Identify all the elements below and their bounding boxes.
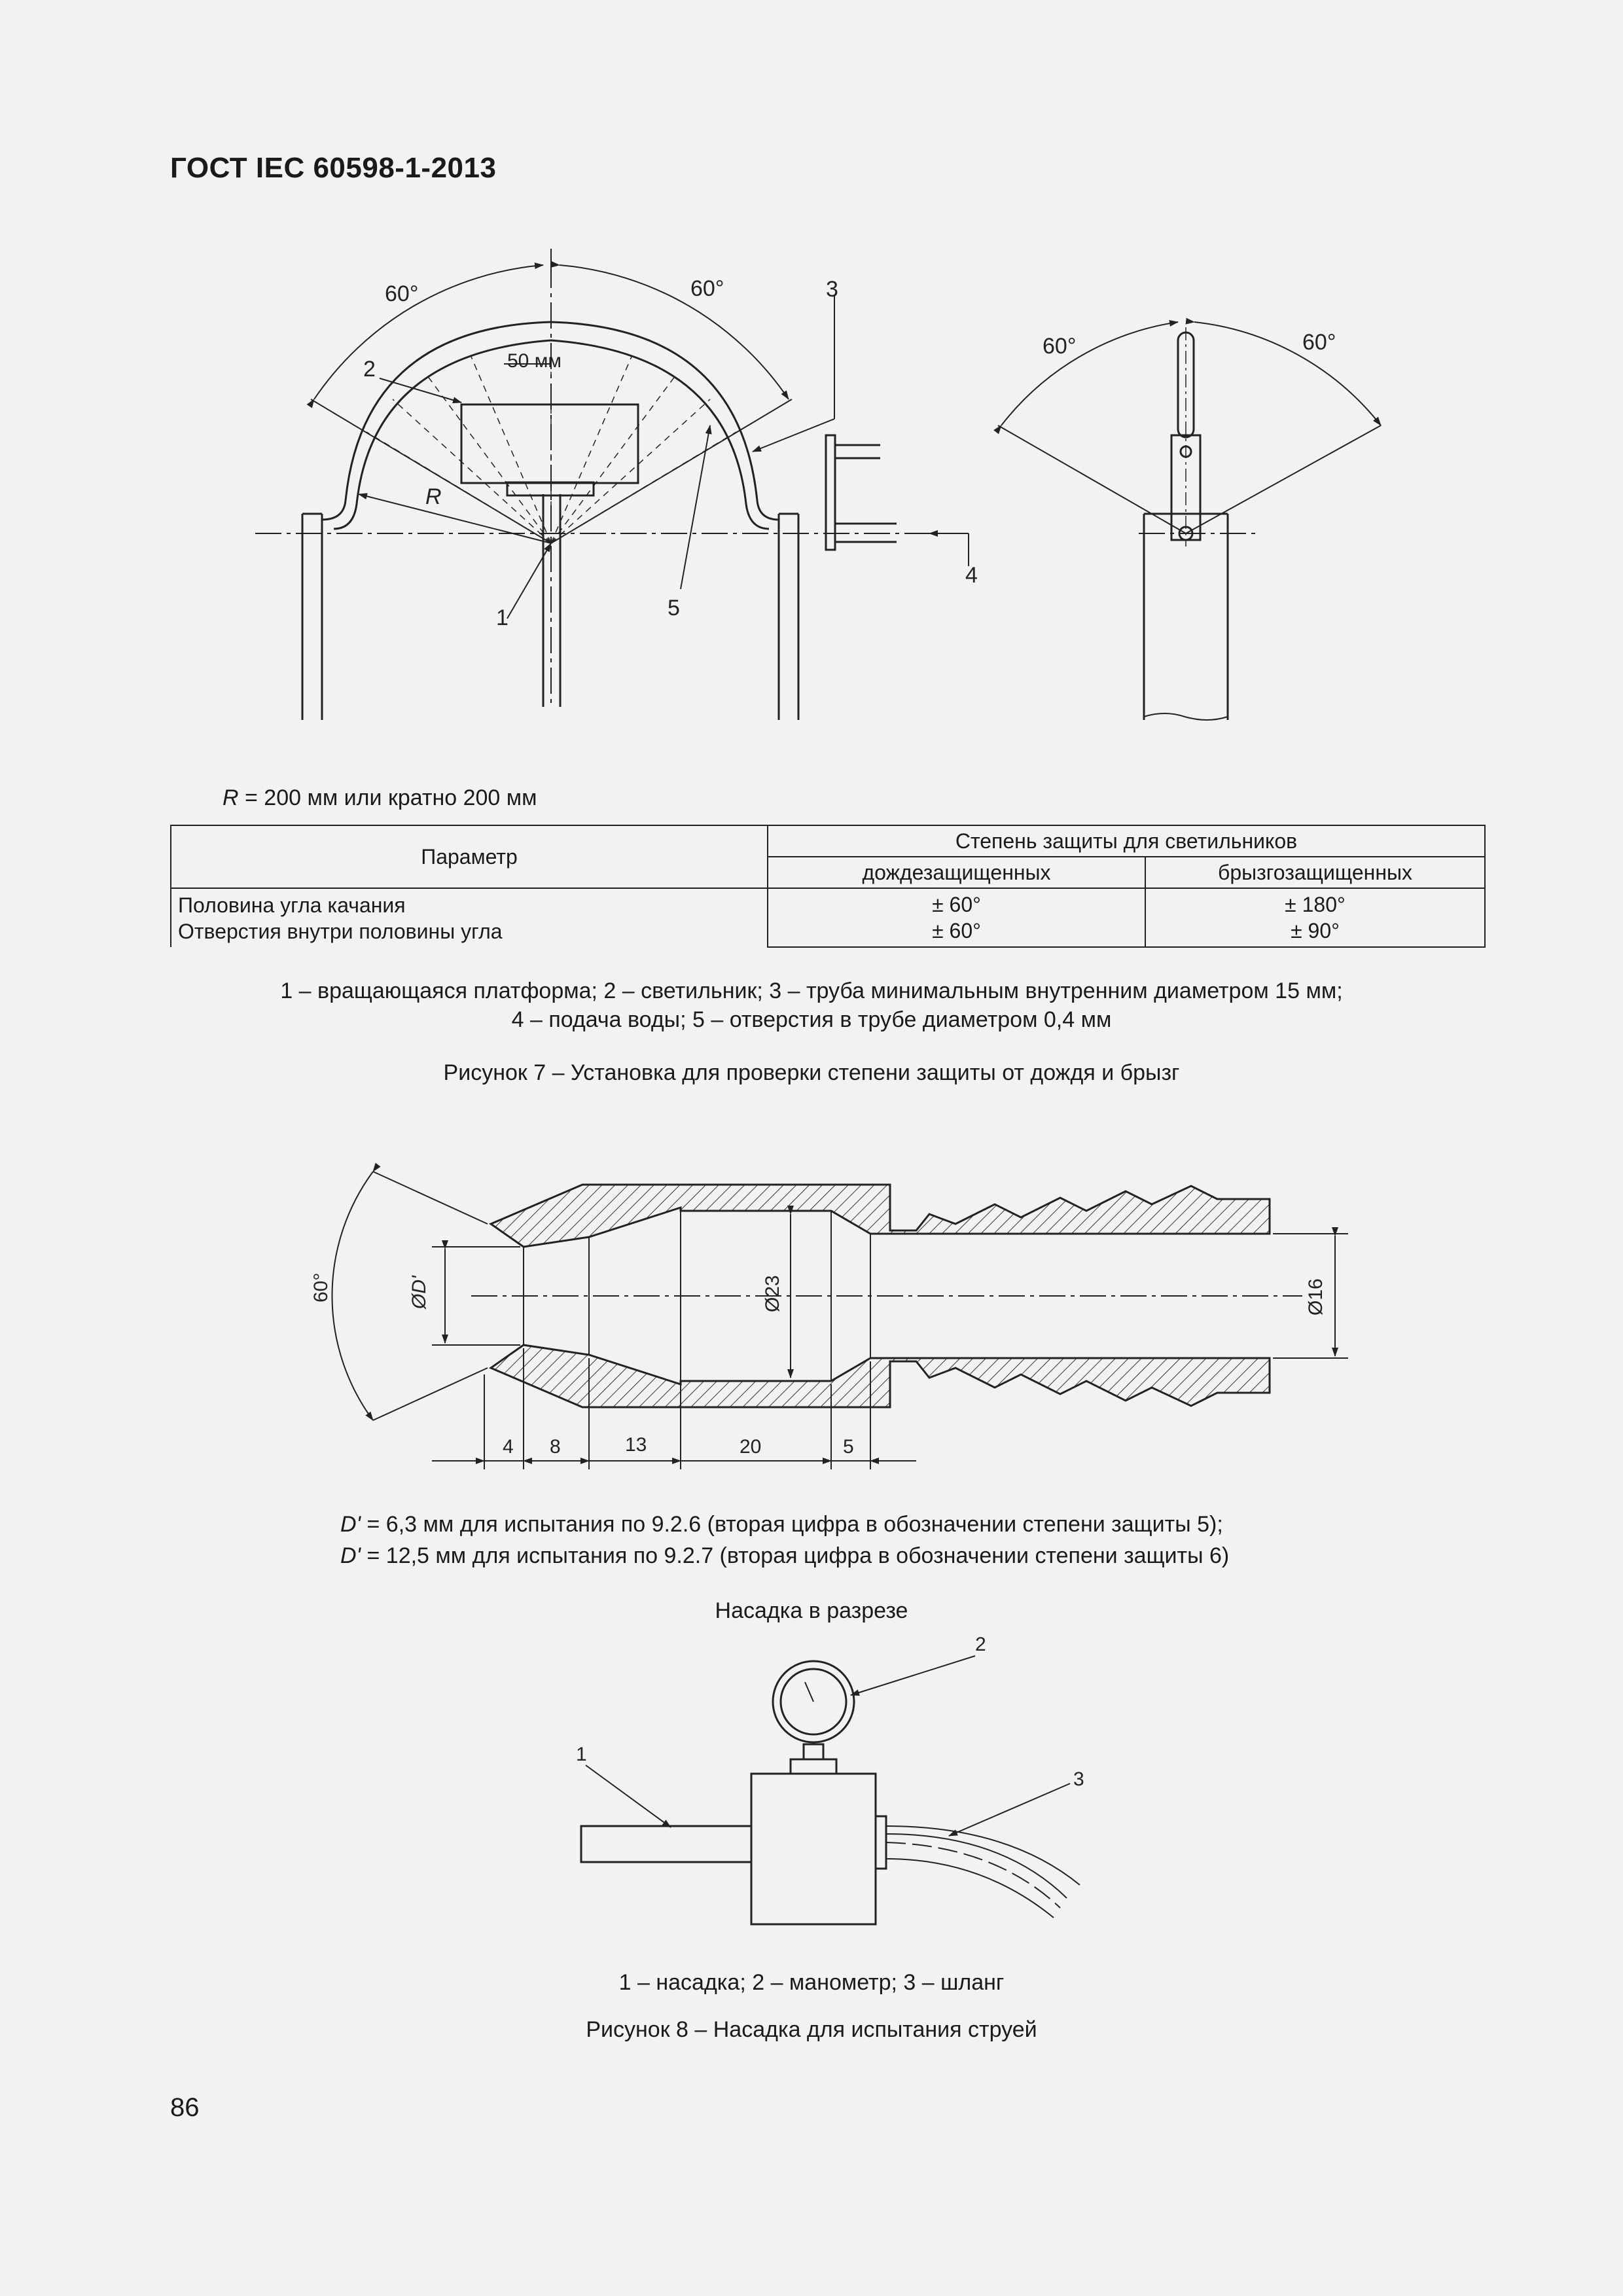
label-50mm: 50 мм — [507, 350, 562, 372]
label-d16: Ø16 — [1305, 1278, 1327, 1316]
figure-7-legend: 1 – вращающаяся платформа; 2 – светильник; 3 – труба минимальным внутренним диаметром 15 мм; 4 – подача воды; 5 – отверстия в трубе диаметром 0,4 мм — [280, 978, 1343, 1032]
label-d23: Ø23 — [762, 1275, 783, 1312]
label-side-angle-left: 60° — [1043, 334, 1077, 359]
label-1: 1 — [496, 605, 508, 630]
label-angle-right: 60° — [690, 276, 724, 301]
th-splash: брызгозащищенных — [1145, 857, 1485, 888]
label-3: 3 — [826, 277, 838, 302]
label-dim-5: 5 — [843, 1436, 854, 1458]
label-dim-13: 13 — [625, 1434, 647, 1456]
table-row: Половина угла качания Отверстия внутри половины угла — [171, 888, 768, 947]
label-dim-20: 20 — [740, 1436, 762, 1458]
label-4: 4 — [965, 563, 978, 588]
label-radius: R — [425, 484, 442, 509]
label-fig8-3: 3 — [1073, 1768, 1084, 1790]
label-5: 5 — [668, 596, 680, 620]
figure-8-drawing — [0, 1630, 1623, 1970]
label-2: 2 — [363, 357, 376, 382]
nozzle-subtitle: Насадка в разрезе — [715, 1598, 908, 1623]
radius-note: R = 200 мм или кратно 200 мм — [223, 785, 537, 810]
figure-7-drawing — [0, 0, 1623, 753]
label-fig8-1: 1 — [576, 1744, 587, 1765]
th-rain: дождезащищенных — [768, 857, 1145, 888]
nozzle-section-drawing — [0, 1126, 1623, 1492]
label-side-angle-right: 60° — [1302, 330, 1336, 355]
th-group: Степень защиты для светильников — [768, 825, 1485, 857]
th-param: Параметр — [171, 825, 768, 888]
nozzle-notes: D' = 6,3 мм для испытания по 9.2.6 (вторая цифра в обозначении степени защиты 5); D' = 12,5 мм для испытания по 9.2.7 (вторая цифра в обозначении степени защиты 6) — [340, 1512, 1230, 1568]
label-d-prime: ØD' — [408, 1276, 430, 1309]
label-dim-4: 4 — [503, 1436, 514, 1458]
page-number: 86 — [170, 2093, 200, 2122]
protection-table: Параметр Степень защиты для светильников дождезащищенных брызгозащищенных Половина угла качания Отверстия внутри половины угла ± 60° ± 60° ± 180° ± 90° — [170, 825, 1486, 948]
figure-8-legend: 1 – насадка; 2 – манометр; 3 – шланг — [618, 1970, 1005, 1995]
label-angle-left: 60° — [385, 281, 419, 306]
figure-8-caption: Рисунок 8 – Насадка для испытания струей — [586, 2017, 1037, 2042]
label-fig8-2: 2 — [975, 1634, 986, 1655]
label-nozzle-angle: 60° — [310, 1272, 332, 1302]
label-dim-8: 8 — [550, 1436, 561, 1458]
document-header: ГОСТ IEC 60598-1-2013 — [170, 152, 497, 184]
figure-7-caption: Рисунок 7 – Установка для проверки степени защиты от дождя и брызг — [443, 1060, 1180, 1085]
